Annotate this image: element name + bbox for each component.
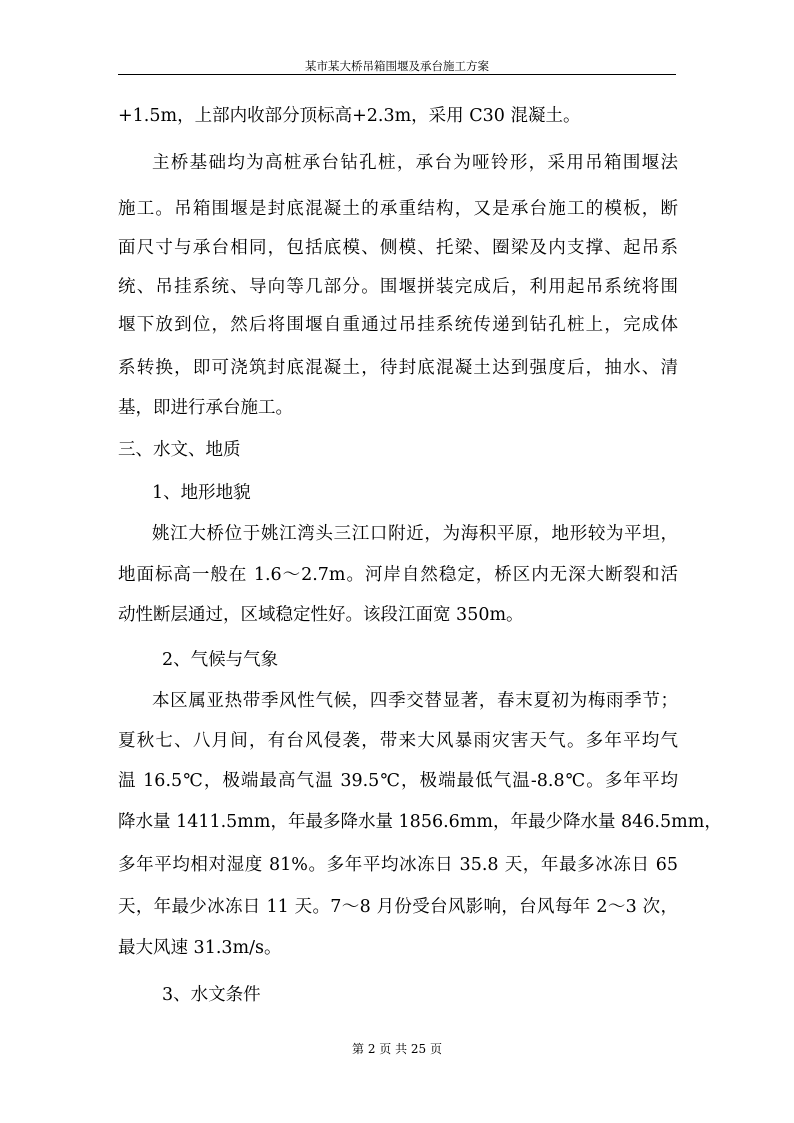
body-line: 地面标高一般在 1.6～2.7m。河岸自然稳定，桥区内无深大断裂和活 xyxy=(118,565,678,585)
body-line: 本区属亚热带季风性气候，四季交替显著，春末夏初为梅雨季节； xyxy=(152,691,678,711)
body-line: 姚江大桥位于姚江湾头三江口附近，为海积平原，地形较为平坦， xyxy=(152,524,678,544)
subsection-heading: 2、气候与气象 xyxy=(162,650,279,670)
body-line: 降水量 1411.5mm，年最多降水量 1856.6mm，年最少降水量 846.5mm， xyxy=(118,812,722,832)
body-line: 统、吊挂系统、导向等几部分。围堰拼装完成后，利用起吊系统将围 xyxy=(118,277,678,297)
body-line: 系转换，即可浇筑封底混凝土，待封底混凝土达到强度后，抽水、清 xyxy=(118,358,678,378)
body-line: 天，年最少冰冻日 11 天。7～8 月份受台风影响，台风每年 2～3 次， xyxy=(118,897,678,917)
section-heading: 三、水文、地质 xyxy=(118,440,241,460)
page-number: 第 2 页 共 25 页 xyxy=(352,1042,442,1056)
body-line: 基，即进行承台施工。 xyxy=(118,398,293,418)
body-line: 多年平均相对湿度 81%。多年平均冰冻日 35.8 天，年最多冰冻日 65 xyxy=(118,855,678,875)
body-line: 温 16.5℃，极端最高气温 39.5℃，极端最低气温-8.8℃。多年平均 xyxy=(118,771,678,791)
document-header-title: 某市某大桥吊箱围堰及承台施工方案 xyxy=(305,59,489,73)
body-line: 施工。吊箱围堰是封底混凝土的承重结构，又是承台施工的模板，断 xyxy=(118,199,678,219)
body-line: 面尺寸与承台相同，包括底模、侧模、托梁、圈梁及内支撑、起吊系 xyxy=(118,238,678,258)
body-line: 动性断层通过，区域稳定性好。该段江面宽 350m。 xyxy=(118,605,524,625)
body-line: 夏秋七、八月间，有台风侵袭，带来大风暴雨灾害天气。多年平均气 xyxy=(118,731,678,751)
body-line: +1.5m，上部内收部分顶标高+2.3m，采用 C30 混凝土。 xyxy=(118,106,581,126)
body-line: 堰下放到位，然后将围堰自重通过吊挂系统传递到钻孔桩上，完成体 xyxy=(118,315,678,335)
body-line: 主桥基础均为高桩承台钻孔桩，承台为哑铃形，采用吊箱围堰法 xyxy=(152,153,678,173)
header-divider xyxy=(118,74,676,75)
body-line: 最大风速 31.3m/s。 xyxy=(118,938,282,958)
subsection-heading: 3、水文条件 xyxy=(162,985,261,1005)
subsection-heading: 1、地形地貌 xyxy=(152,483,251,503)
